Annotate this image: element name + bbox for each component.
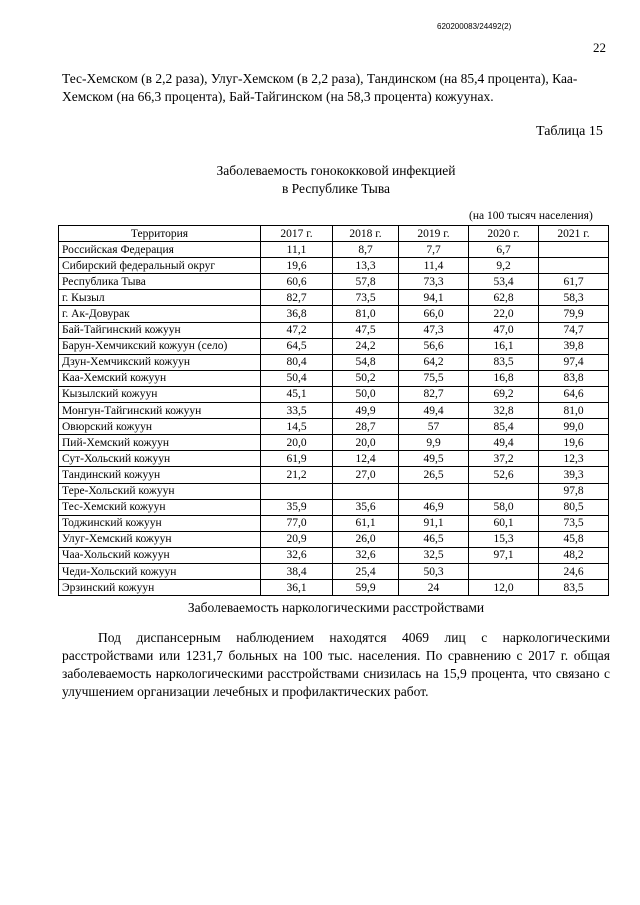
- value-cell: 97,4: [539, 354, 609, 370]
- value-cell: 11,4: [399, 258, 469, 274]
- value-cell: 53,4: [469, 274, 539, 290]
- table-row: [59, 483, 609, 499]
- value-cell: 94,1: [399, 290, 469, 306]
- value-cell: 75,5: [399, 370, 469, 386]
- value-cell: 26,5: [399, 467, 469, 483]
- value-cell: [539, 258, 609, 274]
- value-cell: 50,4: [261, 370, 333, 386]
- value-cell: 81,0: [333, 306, 399, 322]
- value-cell: 9,2: [469, 258, 539, 274]
- header-territory: Территория: [59, 226, 261, 242]
- table-row: [59, 306, 609, 322]
- value-cell: 7,7: [399, 242, 469, 258]
- value-cell: 32,6: [261, 547, 333, 563]
- value-cell: 25,4: [333, 563, 399, 579]
- value-cell: 47,2: [261, 322, 333, 338]
- table-title-line-2: в Республике Тыва: [281, 181, 391, 196]
- value-cell: 11,1: [261, 242, 333, 258]
- table-row: [59, 499, 609, 515]
- value-cell: 36,8: [261, 306, 333, 322]
- value-cell: 91,1: [399, 515, 469, 531]
- territory-cell: Монгун-Тайгинский кожуун: [59, 403, 261, 419]
- value-cell: 32,5: [399, 547, 469, 563]
- value-cell: 50,3: [399, 563, 469, 579]
- value-cell: 15,3: [469, 531, 539, 547]
- value-cell: [469, 483, 539, 499]
- value-cell: 28,7: [333, 419, 399, 435]
- territory-cell: Тандинский кожуун: [59, 467, 261, 483]
- value-cell: 20,0: [333, 435, 399, 451]
- value-cell: 61,7: [539, 274, 609, 290]
- table-title: [62, 162, 610, 198]
- value-cell: 66,0: [399, 306, 469, 322]
- value-cell: 97,8: [539, 483, 609, 499]
- value-cell: 50,2: [333, 370, 399, 386]
- value-cell: [539, 242, 609, 258]
- table-row: [59, 419, 609, 435]
- value-cell: [333, 483, 399, 499]
- body-paragraph: Под диспансерным наблюдением находятся 4069 лиц с наркологическими расстройствами или 1231,7 больных на 100 тыс. населения. По сравнению с 2017 г. общая заболеваемость наркологическими расстройствами снизилась на 15,9 процента, что связано с улучшением организации лечебных и профилактических работ.: [62, 630, 610, 699]
- value-cell: 36,1: [261, 580, 333, 596]
- table-row: [59, 515, 609, 531]
- territory-cell: Тере-Хольский кожуун: [59, 483, 261, 499]
- value-cell: 45,8: [539, 531, 609, 547]
- value-cell: 48,2: [539, 547, 609, 563]
- value-cell: 46,5: [399, 531, 469, 547]
- value-cell: 50,0: [333, 386, 399, 402]
- value-cell: 32,8: [469, 403, 539, 419]
- value-cell: [261, 483, 333, 499]
- value-cell: 61,9: [261, 451, 333, 467]
- page-number: 22: [593, 40, 606, 55]
- table-row: [59, 354, 609, 370]
- territory-cell: Сибирский федеральный округ: [59, 258, 261, 274]
- value-cell: 79,9: [539, 306, 609, 322]
- table-row: [59, 290, 609, 306]
- header-2020: 2020 г.: [469, 226, 539, 242]
- value-cell: 81,0: [539, 403, 609, 419]
- table-row: [59, 322, 609, 338]
- header-2018: 2018 г.: [333, 226, 399, 242]
- value-cell: 64,6: [539, 386, 609, 402]
- value-cell: 58,3: [539, 290, 609, 306]
- value-cell: 52,6: [469, 467, 539, 483]
- value-cell: 35,9: [261, 499, 333, 515]
- value-cell: 47,5: [333, 322, 399, 338]
- value-cell: 8,7: [333, 242, 399, 258]
- value-cell: 32,6: [333, 547, 399, 563]
- value-cell: [469, 563, 539, 579]
- value-cell: 19,6: [539, 435, 609, 451]
- value-cell: 20,9: [261, 531, 333, 547]
- value-cell: 37,2: [469, 451, 539, 467]
- value-cell: 58,0: [469, 499, 539, 515]
- territory-cell: Эрзинский кожуун: [59, 580, 261, 596]
- table-row: [59, 531, 609, 547]
- territory-cell: Тоджинский кожуун: [59, 515, 261, 531]
- table-row: [59, 563, 609, 579]
- value-cell: 57,8: [333, 274, 399, 290]
- section-title: Заболеваемость наркологическими расстройствами: [187, 600, 485, 615]
- territory-cell: Российская Федерация: [59, 242, 261, 258]
- unit-note: (на 100 тысяч населения): [469, 210, 593, 222]
- value-cell: 60,1: [469, 515, 539, 531]
- table-body: [59, 242, 609, 596]
- value-cell: 56,6: [399, 338, 469, 354]
- table-row: [59, 451, 609, 467]
- table-row: [59, 547, 609, 563]
- territory-cell: Кызылский кожуун: [59, 386, 261, 402]
- value-cell: 47,3: [399, 322, 469, 338]
- value-cell: 97,1: [469, 547, 539, 563]
- value-cell: 35,6: [333, 499, 399, 515]
- value-cell: 83,8: [539, 370, 609, 386]
- value-cell: 83,5: [539, 580, 609, 596]
- territory-cell: г. Ак-Довурак: [59, 306, 261, 322]
- territory-cell: г. Кызыл: [59, 290, 261, 306]
- value-cell: 74,7: [539, 322, 609, 338]
- value-cell: 33,5: [261, 403, 333, 419]
- value-cell: 73,5: [539, 515, 609, 531]
- table-row: [59, 403, 609, 419]
- value-cell: 49,4: [399, 403, 469, 419]
- territory-cell: Овюрский кожуун: [59, 419, 261, 435]
- table-title-line-1: Заболеваемость гонококковой инфекцией: [216, 163, 456, 178]
- territory-cell: Дзун-Хемчикский кожуун: [59, 354, 261, 370]
- table-row: [59, 370, 609, 386]
- value-cell: 39,3: [539, 467, 609, 483]
- value-cell: 24: [399, 580, 469, 596]
- header-2021: 2021 г.: [539, 226, 609, 242]
- value-cell: 39,8: [539, 338, 609, 354]
- table-label: Таблица 15: [536, 124, 603, 139]
- value-cell: 24,2: [333, 338, 399, 354]
- value-cell: [399, 483, 469, 499]
- value-cell: 38,4: [261, 563, 333, 579]
- value-cell: 12,3: [539, 451, 609, 467]
- territory-cell: Чеди-Хольский кожуун: [59, 563, 261, 579]
- value-cell: 49,9: [333, 403, 399, 419]
- value-cell: 49,5: [399, 451, 469, 467]
- document-code: 620200083/24492(2): [437, 22, 512, 31]
- value-cell: 6,7: [469, 242, 539, 258]
- value-cell: 85,4: [469, 419, 539, 435]
- header-2019: 2019 г.: [399, 226, 469, 242]
- value-cell: 73,5: [333, 290, 399, 306]
- value-cell: 14,5: [261, 419, 333, 435]
- value-cell: 16,8: [469, 370, 539, 386]
- value-cell: 64,5: [261, 338, 333, 354]
- incidence-table: [58, 225, 609, 596]
- value-cell: 73,3: [399, 274, 469, 290]
- value-cell: 16,1: [469, 338, 539, 354]
- value-cell: 82,7: [261, 290, 333, 306]
- value-cell: 49,4: [469, 435, 539, 451]
- intro-paragraph: Тес-Хемском (в 2,2 раза), Улуг-Хемском (в 2,2 раза), Тандинском (на 85,4 процента), Каа-Хемском (на 66,3 процента), Бай-Тайгинском (на 58,3 процента) кожуунах.: [62, 71, 578, 104]
- table-header-row: [59, 226, 609, 242]
- table-row: [59, 386, 609, 402]
- table-row: [59, 467, 609, 483]
- value-cell: 24,6: [539, 563, 609, 579]
- value-cell: 80,4: [261, 354, 333, 370]
- value-cell: 19,6: [261, 258, 333, 274]
- value-cell: 22,0: [469, 306, 539, 322]
- value-cell: 46,9: [399, 499, 469, 515]
- territory-cell: Бай-Тайгинский кожуун: [59, 322, 261, 338]
- table-row: [59, 580, 609, 596]
- value-cell: 83,5: [469, 354, 539, 370]
- territory-cell: Каа-Хемский кожуун: [59, 370, 261, 386]
- value-cell: 82,7: [399, 386, 469, 402]
- table-row: [59, 338, 609, 354]
- territory-cell: Чаа-Хольский кожуун: [59, 547, 261, 563]
- value-cell: 77,0: [261, 515, 333, 531]
- value-cell: 80,5: [539, 499, 609, 515]
- value-cell: 21,2: [261, 467, 333, 483]
- value-cell: 47,0: [469, 322, 539, 338]
- header-2017: 2017 г.: [261, 226, 333, 242]
- table-row: [59, 258, 609, 274]
- value-cell: 27,0: [333, 467, 399, 483]
- value-cell: 59,9: [333, 580, 399, 596]
- value-cell: 20,0: [261, 435, 333, 451]
- value-cell: 57: [399, 419, 469, 435]
- table-row: [59, 435, 609, 451]
- value-cell: 69,2: [469, 386, 539, 402]
- value-cell: 12,4: [333, 451, 399, 467]
- value-cell: 12,0: [469, 580, 539, 596]
- value-cell: 60,6: [261, 274, 333, 290]
- value-cell: 99,0: [539, 419, 609, 435]
- value-cell: 61,1: [333, 515, 399, 531]
- value-cell: 54,8: [333, 354, 399, 370]
- table-row: [59, 242, 609, 258]
- value-cell: 26,0: [333, 531, 399, 547]
- value-cell: 13,3: [333, 258, 399, 274]
- territory-cell: Сут-Хольский кожуун: [59, 451, 261, 467]
- value-cell: 9,9: [399, 435, 469, 451]
- territory-cell: Пий-Хемский кожуун: [59, 435, 261, 451]
- value-cell: 64,2: [399, 354, 469, 370]
- table-row: [59, 274, 609, 290]
- territory-cell: Тес-Хемский кожуун: [59, 499, 261, 515]
- territory-cell: Улуг-Хемский кожуун: [59, 531, 261, 547]
- value-cell: 62,8: [469, 290, 539, 306]
- territory-cell: Барун-Хемчикский кожуун (село): [59, 338, 261, 354]
- value-cell: 45,1: [261, 386, 333, 402]
- territory-cell: Республика Тыва: [59, 274, 261, 290]
